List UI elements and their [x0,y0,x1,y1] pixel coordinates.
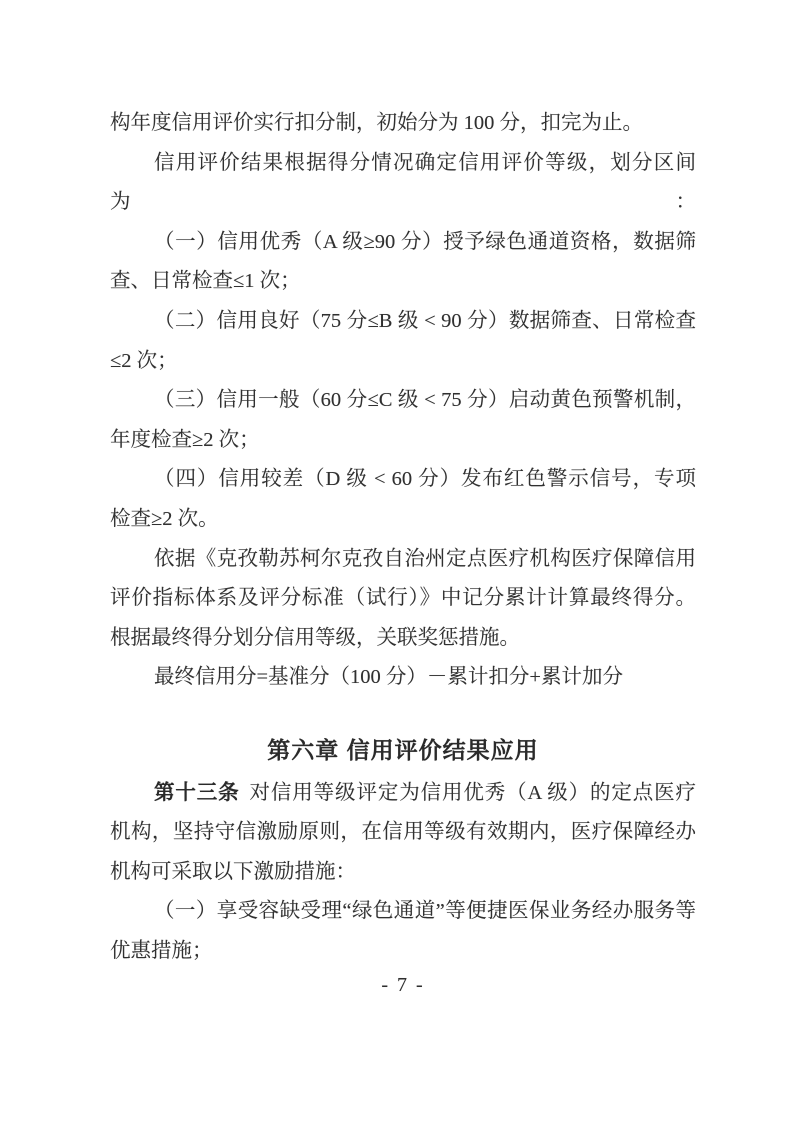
text-line: （一）享受容缺受理“绿色通道”等便捷医保业务经办服务等 [154,900,696,923]
text-line: 构年度信用评价实行扣分制，初始分为 100 分，扣完为止。 [110,112,643,134]
article-first-line [110,774,696,814]
text-line: 检查≥2 次。 [110,507,219,530]
text-line: 依据《克孜勒苏柯尔克孜自治州定点医疗机构医疗保障信用 [154,547,696,570]
article-number: 第十三条 [154,781,240,804]
text-line: 优惠措施； [110,939,213,962]
text-line: 机构可采取以下激励措施： [110,860,356,883]
text-line: （二）信用良好（75 分≤B 级 < 90 分）数据筛查、日常检查 [154,309,696,332]
text-line: （四）信用较差（D 级 < 60 分）发布红色警示信号，专项 [154,468,696,491]
text-line: 机构，坚持守信激励原则，在信用等级有效期内，医疗保障经办 [110,821,696,844]
text-line: 信用评价结果根据得分情况确定信用评价等级，划分区间为： [110,151,696,214]
chapter-heading: 第六章 信用评价结果应用 [267,736,539,763]
text-line: 根据最终得分划分信用等级，关联奖惩措施。 [110,626,520,649]
body-text [110,104,696,998]
text-line: 最终信用分=基准分（100 分）－累计扣分+累计加分 [154,666,623,689]
text-line: （三）信用一般（60 分≤C 级 < 75 分）启动黄色预警机制， [154,389,696,412]
text-line: ≤2 次； [110,349,178,372]
text-line: 查、日常检查≤1 次； [110,270,301,293]
text-line: 年度检查≥2 次； [110,428,260,451]
text-line: （一）信用优秀（A 级≥90 分）授予绿色通道资格，数据筛 [154,230,696,253]
text-line: 评价指标体系及评分标准（试行）》中记分累计计算最终得分。 [110,587,696,610]
article-text: 对信用等级评定为信用优秀（A 级）的定点医疗 [249,781,696,804]
page-number: - 7 - [381,974,425,997]
